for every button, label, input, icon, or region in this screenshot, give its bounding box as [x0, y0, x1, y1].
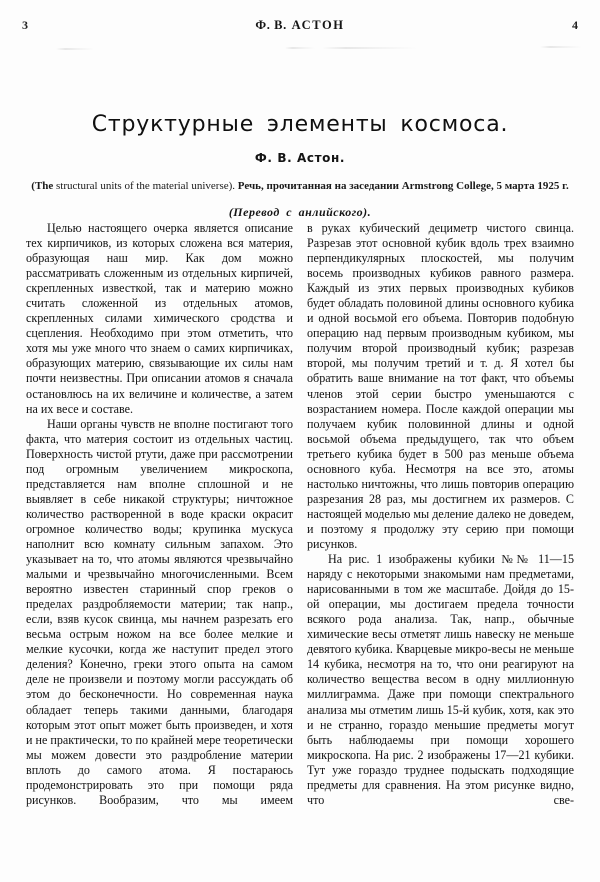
scan-artifact-left: [56, 48, 94, 50]
origin-lecture-note: Речь, прочитанная на заседании Armstrong College, 5 марта 1925 г.: [237, 180, 569, 192]
author-byline: Ф. В. Астон.: [254, 151, 346, 165]
running-head-initials: Ф. В.: [255, 18, 287, 32]
title-block: [0, 112, 600, 220]
translation-note: (Перевод с анлийского).: [228, 204, 372, 219]
origin-line: [0, 180, 600, 194]
folio-right: 4: [572, 18, 578, 32]
scan-artifact-right: [540, 46, 582, 48]
left-column: [26, 221, 293, 871]
scan-artifact-center-b: [322, 47, 417, 49]
folio-left: 3: [22, 18, 28, 32]
paragraph: Наши органы чувств не вполне постигают того факта, что материя состоит из отдельных частиц. Поверхность чистой ртути, даже при рассмотрении под огромным увеличением микроскопа, представляется нам вполне сплошной и не выявляет в себе никакой структуры; ничтожное количество растворенной в воде краски окрасит огромное количество воды; крупинка мускуса наполнит всю комнату сильным запахом. Это указывает на то, что атомы являются чрезвычайно малыми и чрезвычайно многочисленными. Всем вероятно известен старинный спор греков о пределах раздробляемости материи; так напр., если, взяв кусок свинца, мы начнем разрезать его весьма острым ножом на все более мелкие и мелкие кусочки, когда же наступит предел этого деления? Конечно, греки этого опыта на самом деле не произвели и поэтому могли рассуждать об этом до бесконечности. Но современная наука обладает теперь такими данными, благодаря которым этот опыт может быть произведен, и хотя и не практически, то по крайней мере теоретически мы можем довести это раздробление материи вплоть до самого атома. Я постараюсь продемонстрировать это при помощи ряда рисунков. Вообразим, что мы имеем: [26, 416, 293, 807]
paragraph: На рис. 1 изображены кубики №№ 11—15 наряду с некоторыми знакомыми нам предметами, нарисованными в том же масштабе. Дойдя до 15-ой операции, мы достигаем предела точности всякого рода анализа. Так, напр., обычные химические весы отметят лишь навеску не меньше девятого кубика. Кварцевые микро-весы не меньше 14 кубика, несмотря на то, что они реагируют на количество вещества весом в одну миллионную миллиграмма. Даже при помощи спектрального анализа мы отметим лишь 15-й кубик, хотя, как это и не странно, гораздо меньшие предметы могут быть наблюдаемы при помощи хорошего микроскопа. На рис. 2 изображены 17—21 кубики. Тут уже гораздо труднее подыскать подходящие предметы для сравнения. На этом рисунке видно, что све-: [307, 552, 574, 807]
paragraph: в руках кубический дециметр чистого свинца. Разрезав этот основной кубик вдоль трех взаимно перпендикулярных плоскостей, мы получим восемь производных кубиков равного размера. Каждый из этих первых производных кубиков будет обладать половиной длины основного кубика и одной восьмой его объема. Повторив подобную операцию над первым производным кубиком, мы получим второй производный кубик; разрезав второй, мы получим третий и т. д. Я хотел бы обратить ваше внимание на тот факт, что объемы членов этой серии быстро уменьшаются с возрастанием номера. После каждой операции мы получаем кубик половинной длины и одной восьмой объема предыдущего, так что объем третьего кубика будет в 500 раз меньше объема основного куба. Несмотря на все это, атомы настолько ничтожны, что лишь повторив операцию разрезания 28 раз, мы достигнем их размеров. С настоящей моделью мы деление далеко не доведем, и поэтому я продолжу эту серию при помощи рисунков.: [307, 221, 574, 551]
article-title: Структурные элементы космоса.: [91, 112, 509, 137]
origin-title-lead: (The: [31, 180, 54, 192]
scan-artifact-center-a: [285, 47, 315, 49]
running-head-surname: АСТОН: [291, 18, 345, 32]
right-column: [307, 221, 574, 871]
origin-title-english: structural units of the material universe).: [56, 180, 236, 192]
paragraph: Целью настоящего очерка является описание тех кирпичиков, из которых сложена вся материя, образующая наш мир. Как дом можно рассматривать сложенным из отдельных кирпичей, скрепленных известкой, так и материю можно считать сложенной из отдельных атомов, скрепленных силами химического сродства и сцепления. Необходимо при этом отметить, что хотя мы уже много что знаем о самих кирпичиках, образующих материю, связывающие их силы нам почти неизвестны. При описании атомов я сначала остановлюсь на их величине и количестве, а затем на их весе и составе.: [26, 221, 293, 416]
running-head-title: [0, 18, 600, 33]
body-columns: [26, 221, 574, 871]
running-head: [0, 18, 600, 40]
